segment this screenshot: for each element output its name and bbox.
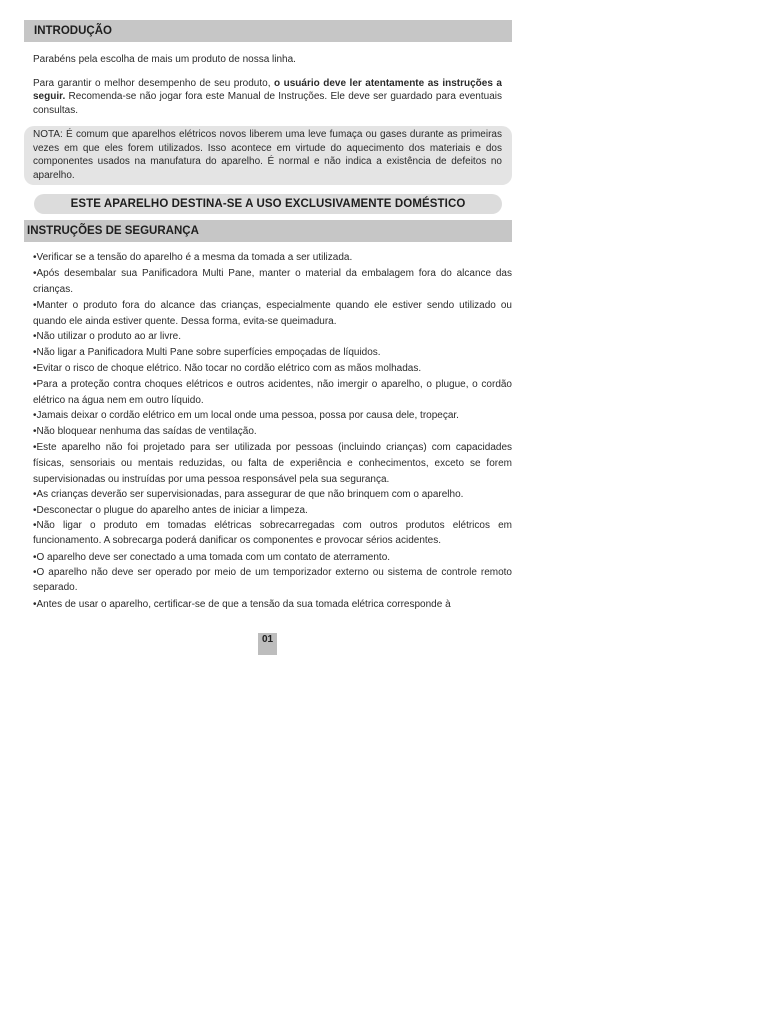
safety-header: INSTRUÇÕES DE SEGURANÇA xyxy=(24,220,512,242)
safety-item: •Para a proteção contra choques elétricos e outros acidentes, não imergir o aparelho, o plugue, o cordão elétrico na água nem em outro líquido. xyxy=(33,378,512,406)
safety-item: •Não ligar o produto em tomadas elétricas sobrecarregadas com outros produtos elétricos em funcionamento. A sobrecarga poderá danificar os componentes e provocar sérios acidentes. xyxy=(33,519,512,546)
safety-list xyxy=(24,250,512,613)
safety-item: •Jamais deixar o cordão elétrico em um local onde uma pessoa, possa por causa dele, tropeçar. xyxy=(33,410,459,422)
note-box xyxy=(24,126,512,185)
safety-item: •Após desembalar sua Panificadora Multi Pane, manter o material da embalagem fora do alcance das crianças. xyxy=(33,268,512,295)
safety-item: •Não ligar a Panificadora Multi Pane sobre superfícies empoçadas de líquidos. xyxy=(33,347,381,359)
safety-item: •Desconectar o plugue do aparelho antes de iniciar a limpeza. xyxy=(33,505,308,517)
safety-item: •Evitar o risco de choque elétrico. Não tocar no cordão elétrico com as mãos molhadas. xyxy=(33,362,422,374)
safety-item: •As crianças deverão ser supervisionadas, para assegurar de que não brinquem com o aparelho. xyxy=(33,489,464,501)
intro-paragraph-2 xyxy=(24,77,512,118)
intro-header: INTRODUÇÃO xyxy=(24,20,512,42)
safety-item: •Verificar se a tensão do aparelho é a mesma da tomada a ser utilizada. xyxy=(33,252,353,264)
domestic-use-banner: ESTE APARELHO DESTINA-SE A USO EXCLUSIVAMENTE DOMÉSTICO xyxy=(34,194,502,214)
safety-item: •Manter o produto fora do alcance das crianças, especialmente quando ele estiver sendo utilizado ou quando ele ainda estiver quente. Dessa forma, evita-se queimadura. xyxy=(33,299,512,327)
safety-item: •O aparelho não deve ser operado por meio de um temporizador externo ou sistema de controle remoto separado. xyxy=(33,566,512,593)
intro-paragraph-1: Parabéns pela escolha de mais um produto de nossa linha. xyxy=(33,54,296,65)
page-number: 01 xyxy=(258,633,277,655)
safety-item: •Não bloquear nenhuma das saídas de ventilação. xyxy=(33,426,257,438)
safety-item: •Não utilizar o produto ao ar livre. xyxy=(33,331,182,343)
safety-item: •Antes de usar o aparelho, certificar-se de que a tensão da sua tomada elétrica corresponde à xyxy=(33,599,451,611)
intro-paragraph-2-end: Recomenda-se não jogar fora este Manual de Instruções. Ele deve ser guardado para eventuais consultas. xyxy=(33,91,502,116)
safety-item: •Este aparelho não foi projetado para ser utilizada por pessoas (incluindo crianças) com capacidades físicas, sensoriais ou mentais reduzidas, ou falta de experiência e conhecimentos, exceto se forem supervisionadas ou instruídas por uma pessoa responsável pela sua segurança. xyxy=(33,441,512,485)
intro-paragraph-2-start: Para garantir o melhor desempenho de seu produto, xyxy=(33,77,274,89)
note-text: NOTA: É comum que aparelhos elétricos novos liberem uma leve fumaça ou gases durante as primeiras vezes em que eles forem utilizados. Isso acontece em virtude do aquecimento dos materiais e dos componentes usados na manufatura do aparelho. É normal e não indica a existência de defeitos no aparelho. xyxy=(33,129,502,181)
safety-item: •O aparelho deve ser conectado a uma tomada com um contato de aterramento. xyxy=(33,552,391,564)
manual-page xyxy=(24,20,512,613)
intro-paragraph-2-emphasis: o usuário deve ler atentamente as instruções a seguir. xyxy=(33,77,502,102)
